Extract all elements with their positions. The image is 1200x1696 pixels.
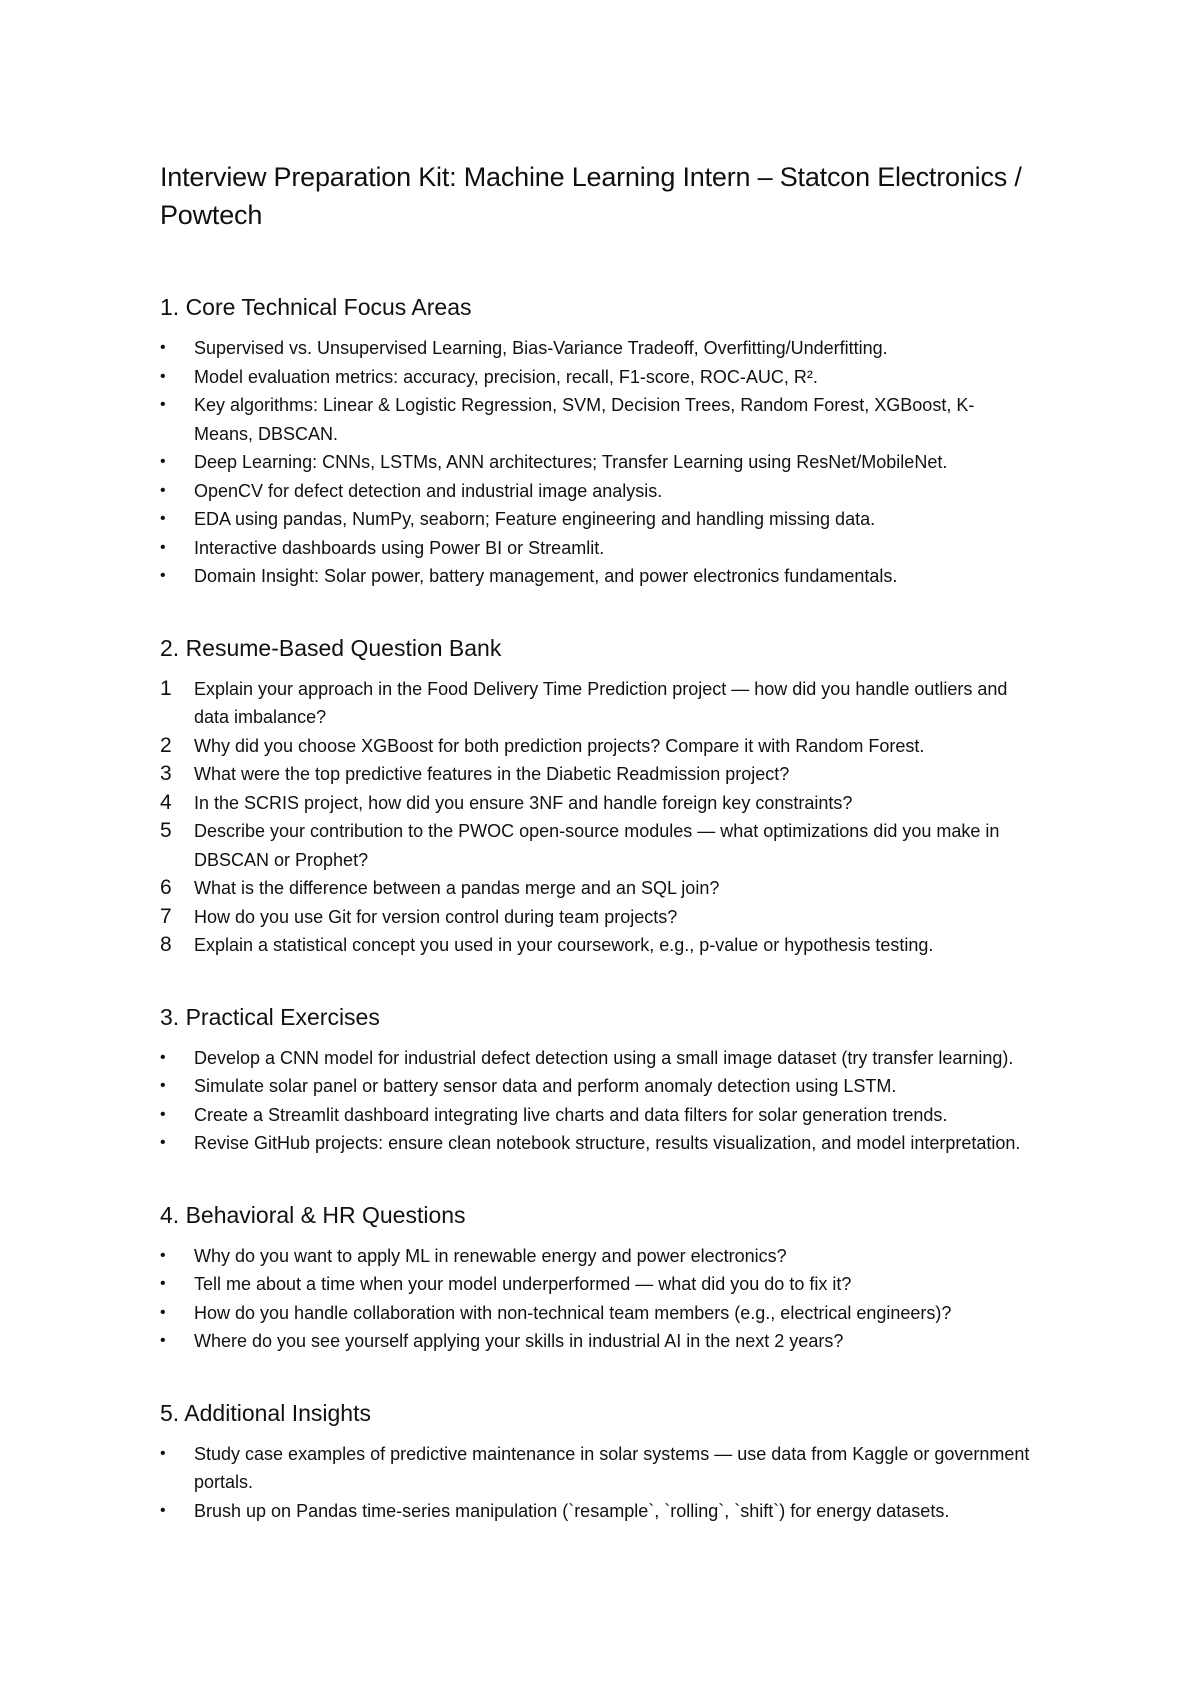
- bullet-marker: •: [160, 1303, 166, 1321]
- list-item-text: Deep Learning: CNNs, LSTMs, ANN architectures; Transfer Learning using ResNet/MobileNet.: [194, 452, 948, 472]
- list-item: [160, 675, 1030, 732]
- bullet-marker: •: [160, 510, 166, 527]
- number-marker: 5: [160, 819, 172, 842]
- list-item: [160, 391, 1030, 448]
- list-item: [160, 1072, 1030, 1101]
- section-heading: 5. Additional Insights: [160, 1399, 371, 1426]
- number-marker: 1: [160, 676, 172, 700]
- bullet-marker: •: [160, 1105, 166, 1123]
- list-item: [160, 760, 1030, 789]
- bullet-marker: •: [160, 1077, 166, 1094]
- list-item: [160, 903, 1030, 932]
- list-item-text: What is the difference between a pandas merge and an SQL join?: [194, 878, 720, 898]
- section-additional-insights: [160, 1398, 1030, 1526]
- list-item: [160, 1440, 1030, 1497]
- bullet-marker: •: [160, 1501, 166, 1519]
- bullet-marker: •: [160, 1332, 166, 1349]
- list-item-text: Revise GitHub projects: ensure clean notebook structure, results visualization, and model interpretation.: [194, 1133, 1021, 1153]
- bullet-list: [160, 1440, 1030, 1526]
- number-marker: 7: [160, 904, 172, 928]
- number-marker: 2: [160, 733, 172, 757]
- list-item-text: Create a Streamlit dashboard integrating live charts and data filters for solar generation trends.: [194, 1104, 948, 1125]
- bullet-marker: •: [160, 1048, 166, 1066]
- bullet-marker: •: [160, 538, 166, 556]
- bullet-list: [160, 1242, 1030, 1356]
- list-item-text: How do you handle collaboration with non-technical team members (e.g., electrical engineers)?: [194, 1302, 952, 1323]
- bullet-marker: •: [160, 1134, 166, 1151]
- list-item-text: Explain your approach in the Food Delivery Time Prediction project — how did you handle outliers and data imbalance?: [194, 678, 1008, 727]
- list-item-text: Tell me about a time when your model underperformed — what did you do to fix it?: [194, 1274, 852, 1294]
- list-item: [160, 1327, 1030, 1356]
- list-item: [160, 789, 1030, 818]
- list-item-text: Simulate solar panel or battery sensor data and perform anomaly detection using LSTM.: [194, 1076, 897, 1096]
- list-item-text: How do you use Git for version control during team projects?: [194, 906, 678, 927]
- list-item: [160, 931, 1030, 960]
- list-item-text: Develop a CNN model for industrial defect detection using a small image dataset (try transfer learning).: [194, 1047, 1014, 1068]
- list-item: [160, 817, 1030, 874]
- list-item-text: Where do you see yourself applying your skills in industrial AI in the next 2 years?: [194, 1331, 844, 1351]
- bullet-marker: •: [160, 453, 166, 470]
- list-item-text: Brush up on Pandas time-series manipulation (`resample`, `rolling`, `shift`) for energy datasets.: [194, 1500, 950, 1521]
- bullet-marker: •: [160, 481, 166, 499]
- list-item: [160, 562, 1030, 591]
- list-item: [160, 732, 1030, 761]
- bullet-list: [160, 1044, 1030, 1158]
- bullet-marker: •: [160, 339, 166, 356]
- list-item: [160, 534, 1030, 563]
- numbered-list: [160, 675, 1030, 960]
- section-core-technical-focus-areas: [160, 292, 1030, 591]
- section-behavioral-hr-questions: [160, 1200, 1030, 1356]
- list-item-text: Domain Insight: Solar power, battery management, and power electronics fundamentals.: [194, 566, 898, 586]
- section-heading: 1. Core Technical Focus Areas: [160, 294, 472, 320]
- section-heading: 3. Practical Exercises: [160, 1003, 380, 1030]
- bullet-list: [160, 334, 1030, 591]
- list-item-text: Key algorithms: Linear & Logistic Regression, SVM, Decision Trees, Random Forest, XGBoost, K-Means, DBSCAN.: [194, 395, 975, 444]
- list-item: [160, 1129, 1030, 1158]
- bullet-marker: •: [160, 567, 166, 584]
- bullet-marker: •: [160, 1246, 166, 1264]
- list-item: [160, 505, 1030, 534]
- list-item-text: Model evaluation metrics: accuracy, precision, recall, F1-score, ROC-AUC, R².: [194, 366, 818, 387]
- list-item-text: Explain a statistical concept you used in your coursework, e.g., p-value or hypothesis testing.: [194, 935, 934, 955]
- list-item-text: In the SCRIS project, how did you ensure 3NF and handle foreign key constraints?: [194, 792, 853, 813]
- list-item-text: Study case examples of predictive maintenance in solar systems — use data from Kaggle or government portals.: [194, 1443, 1030, 1492]
- list-item: [160, 448, 1030, 477]
- bullet-marker: •: [160, 1275, 166, 1292]
- list-item: [160, 1270, 1030, 1299]
- section-heading: 4. Behavioral & HR Questions: [160, 1201, 466, 1228]
- bullet-marker: •: [160, 367, 166, 385]
- list-item-text: Supervised vs. Unsupervised Learning, Bias-Variance Tradeoff, Overfitting/Underfitting.: [194, 338, 888, 358]
- list-item-text: Interactive dashboards using Power BI or Streamlit.: [194, 537, 605, 558]
- number-marker: 4: [160, 790, 172, 814]
- list-item: [160, 1299, 1030, 1328]
- number-marker: 3: [160, 762, 172, 785]
- list-item-text: Why do you want to apply ML in renewable energy and power electronics?: [194, 1245, 787, 1266]
- list-item-text: What were the top predictive features in the Diabetic Readmission project?: [194, 764, 790, 784]
- bullet-marker: •: [160, 1444, 166, 1462]
- section-practical-exercises: [160, 1002, 1030, 1158]
- document-title: Interview Preparation Kit: Machine Learning Intern – Statcon Electronics / Powtech: [160, 162, 1022, 230]
- list-item: [160, 1044, 1030, 1073]
- list-item: [160, 334, 1030, 363]
- list-item: [160, 874, 1030, 903]
- list-item: [160, 1242, 1030, 1271]
- section-heading: 2. Resume-Based Question Bank: [160, 634, 502, 661]
- section-resume-question-bank: [160, 633, 1030, 960]
- number-marker: 6: [160, 876, 172, 899]
- list-item: [160, 1101, 1030, 1130]
- list-item: [160, 1497, 1030, 1526]
- list-item-text: Why did you choose XGBoost for both prediction projects? Compare it with Random Forest.: [194, 735, 925, 756]
- list-item-text: OpenCV for defect detection and industrial image analysis.: [194, 480, 663, 501]
- list-item-text: Describe your contribution to the PWOC open-source modules — what optimizations did you make in DBSCAN or Prophet?: [194, 821, 1000, 870]
- list-item-text: EDA using pandas, NumPy, seaborn; Feature engineering and handling missing data.: [194, 509, 876, 529]
- number-marker: 8: [160, 933, 172, 956]
- list-item: [160, 363, 1030, 392]
- list-item: [160, 477, 1030, 506]
- bullet-marker: •: [160, 396, 166, 413]
